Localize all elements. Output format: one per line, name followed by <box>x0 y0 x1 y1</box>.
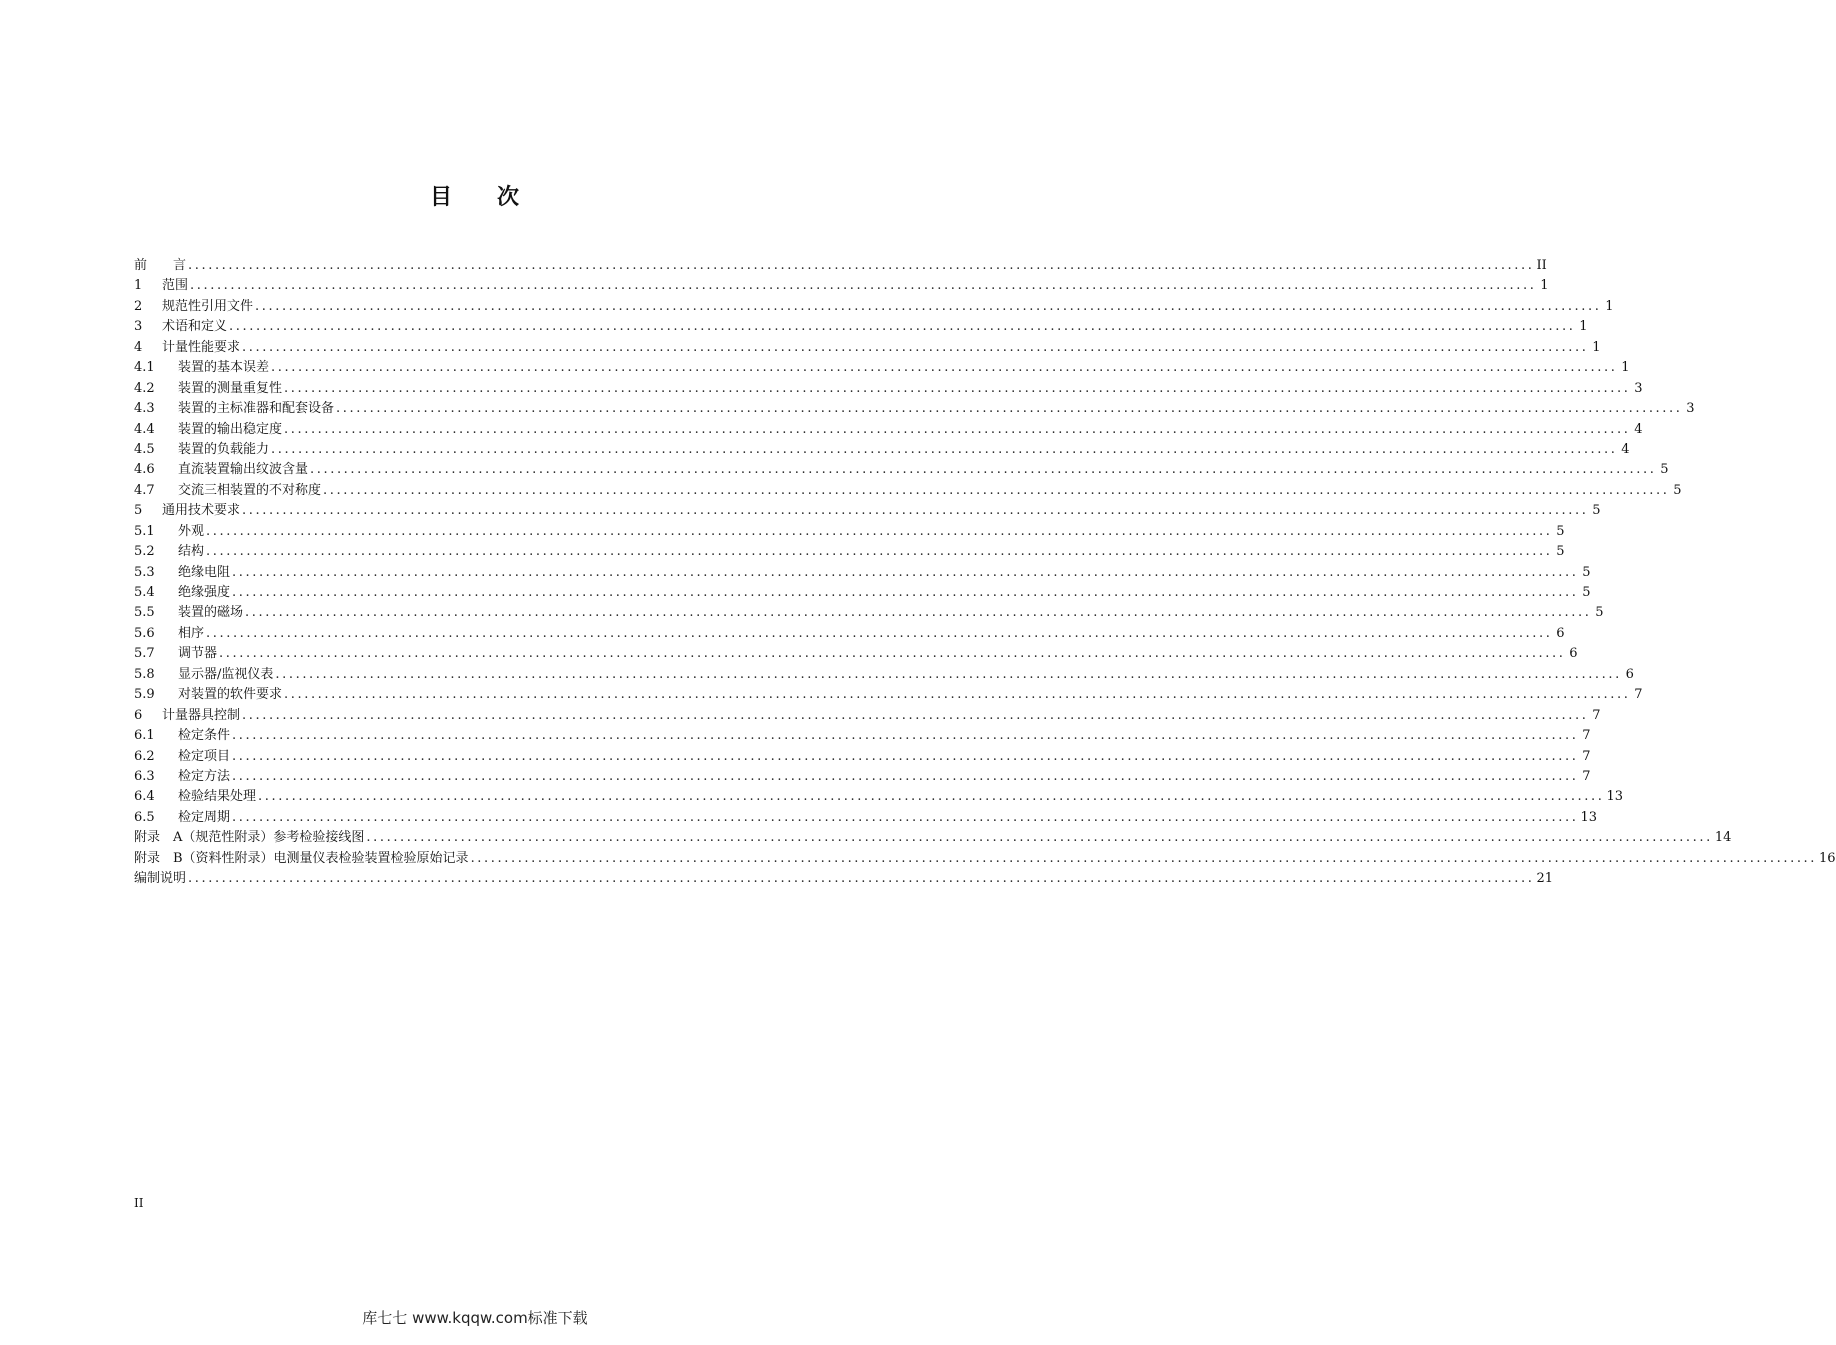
toc-entry-label: 结构 <box>178 544 205 560</box>
toc-entry[interactable] <box>134 256 1547 276</box>
toc-entry-page: II <box>1536 258 1547 273</box>
watermark-text: 库七七 www.kqqw.com标准下载 <box>362 1309 588 1327</box>
toc-leader-dots: ........................................................................................................................................................................................................ <box>336 401 1683 417</box>
toc-entry[interactable] <box>134 563 1591 583</box>
toc-leader-dots: ........................................................................................................................................................................................................ <box>271 441 1618 457</box>
toc-entry-label: 绝缘强度 <box>178 585 231 600</box>
toc-entry-label: 相序 <box>178 625 205 641</box>
toc-entry-label: 附录 B（资料性附录）电测量仪表检验装置检验原始记录 <box>134 850 469 866</box>
toc-entry[interactable] <box>134 685 1643 705</box>
toc-entry-number: 5.7 <box>134 646 155 662</box>
toc-leader-dots: ........................................................................................................................................................................................................ <box>310 462 1657 478</box>
toc-entry-page: 5 <box>1556 523 1565 539</box>
toc-entry-label: 前 言 <box>134 258 187 273</box>
toc-leader-dots: ........................................................................................................................................................................................................ <box>242 339 1589 355</box>
toc-leader-dots: ........................................................................................................................................................................................................ <box>219 646 1566 662</box>
toc-entry-number: 6.1 <box>134 728 155 744</box>
toc-entry-page: 7 <box>1582 768 1591 784</box>
toc-entry-number: 4.7 <box>134 482 155 498</box>
toc-entry-label: 通用技术要求 <box>162 503 241 519</box>
toc-entry-page: 6 <box>1625 666 1634 682</box>
toc-entry-number: 6.4 <box>134 789 155 805</box>
toc-entry-number: 4.5 <box>134 441 155 457</box>
toc-entry[interactable] <box>134 644 1578 664</box>
toc-leader-dots: ........................................................................................................................................................................................................ <box>232 728 1579 744</box>
toc-entry-label: 装置的主标准器和配套设备 <box>178 401 335 417</box>
toc-entry-label: 装置的负载能力 <box>178 441 270 457</box>
toc-entry-page: 5 <box>1556 544 1565 560</box>
toc-entry-number: 4.6 <box>134 462 155 478</box>
toc-leader-dots: ........................................................................................................................................................................................................ <box>242 707 1589 723</box>
toc-entry-page: 3 <box>1634 380 1643 396</box>
page-number: II <box>134 1196 144 1210</box>
toc-entry-number: 5.5 <box>134 605 155 621</box>
toc-entry-label: 编制说明 <box>134 871 187 887</box>
toc-entry-label: 范围 <box>162 278 189 294</box>
toc-entry-page: 6 <box>1556 625 1565 641</box>
toc-entry-number: 5.4 <box>134 585 155 600</box>
toc-entry[interactable] <box>134 420 1643 440</box>
toc-entry-page: 1 <box>1540 278 1549 294</box>
toc-title <box>0 180 950 211</box>
toc-entry-number: 5.3 <box>134 564 155 580</box>
toc-entry[interactable] <box>134 726 1591 746</box>
toc-entry[interactable] <box>134 317 1588 337</box>
toc-entry-number: 5.2 <box>134 544 155 560</box>
toc-leader-dots: ........................................................................................................................................................................................................ <box>242 503 1589 519</box>
toc-entry[interactable] <box>134 297 1614 317</box>
toc-leader-dots: ........................................................................................................................................................................................................ <box>271 360 1618 376</box>
toc-entry-number: 4.2 <box>134 380 155 396</box>
toc-leader-dots: ........................................................................................................................................................................................................ <box>206 544 1553 560</box>
toc-entry-number: 5 <box>134 503 143 519</box>
toc-entry-number: 6.5 <box>134 809 155 825</box>
table-of-contents <box>134 256 1836 890</box>
toc-entry[interactable] <box>134 358 1630 378</box>
toc-entry-label: 计量器具控制 <box>162 707 241 723</box>
toc-entry[interactable] <box>134 747 1591 767</box>
toc-entry[interactable] <box>134 665 1634 685</box>
toc-entry-label: 检定项目 <box>178 748 231 764</box>
toc-entry[interactable] <box>134 706 1601 726</box>
toc-leader-dots: ........................................................................................................................................................................................................ <box>232 564 1579 580</box>
toc-entry-label: 外观 <box>178 523 205 539</box>
toc-entry-page: 7 <box>1634 687 1643 703</box>
toc-entry-page: 21 <box>1536 871 1554 887</box>
toc-leader-dots: ........................................................................................................................................................................................................ <box>232 585 1579 600</box>
toc-entry-label: 调节器 <box>178 646 218 662</box>
toc-entry-page: 7 <box>1582 728 1591 744</box>
toc-leader-dots: ........................................................................................................................................................................................................ <box>232 748 1579 764</box>
toc-entry-page: 5 <box>1582 585 1591 600</box>
toc-leader-dots: ........................................................................................................................................................................................................ <box>232 768 1579 784</box>
toc-entry-label: 附录 A（规范性附录）参考检验接线图 <box>134 830 365 846</box>
toc-leader-dots: ........................................................................................................................................................................................................ <box>470 850 1818 866</box>
toc-entry-label: 装置的输出稳定度 <box>178 421 283 437</box>
toc-entry-page: 1 <box>1621 360 1630 376</box>
toc-entry[interactable] <box>134 869 1554 889</box>
toc-leader-dots: ........................................................................................................................................................................................................ <box>188 871 1535 887</box>
toc-entry[interactable] <box>134 624 1565 644</box>
toc-entry-number: 3 <box>134 319 143 335</box>
toc-entry-number: 6 <box>134 707 143 723</box>
toc-entry[interactable] <box>134 787 1624 807</box>
toc-entry[interactable] <box>134 603 1604 623</box>
toc-leader-dots: ........................................................................................................................................................................................................ <box>206 625 1553 641</box>
toc-entry-number: 4.4 <box>134 421 155 437</box>
toc-entry-page: 5 <box>1582 564 1591 580</box>
toc-leader-dots: ........................................................................................................................................................................................................ <box>258 789 1605 805</box>
toc-entry[interactable] <box>134 460 1669 480</box>
toc-entry-number: 6.2 <box>134 748 155 764</box>
toc-entry-page: 3 <box>1686 401 1695 417</box>
toc-entry-number: 2 <box>134 298 143 314</box>
toc-leader-dots: ........................................................................................................................................................................................................ <box>245 605 1592 621</box>
toc-leader-dots: ........................................................................................................................................................................................................ <box>190 278 1537 294</box>
toc-entry-number: 4.3 <box>134 401 155 417</box>
toc-entry-label: 术语和定义 <box>162 319 228 335</box>
toc-entry-number: 5.9 <box>134 687 155 703</box>
toc-entry-label: 装置的磁场 <box>178 605 244 621</box>
toc-entry-page: 1 <box>1579 319 1588 335</box>
toc-leader-dots: ........................................................................................................................................................................................................ <box>232 809 1579 825</box>
toc-entry-page: 1 <box>1592 339 1601 355</box>
toc-entry-label: 显示器/监视仪表 <box>178 666 274 682</box>
toc-entry[interactable] <box>134 379 1643 399</box>
toc-leader-dots: ........................................................................................................................................................................................................ <box>284 421 1631 437</box>
toc-title-char-1: 目 <box>429 185 453 210</box>
toc-entry[interactable] <box>134 542 1565 562</box>
toc-entry-page: 4 <box>1621 441 1630 457</box>
toc-entry-number: 5.8 <box>134 666 155 682</box>
toc-entry-page: 5 <box>1595 605 1604 621</box>
toc-entry[interactable] <box>134 522 1565 542</box>
toc-entry-number: 4 <box>134 339 143 355</box>
toc-leader-dots: ........................................................................................................................................................................................................ <box>284 380 1631 396</box>
toc-entry[interactable] <box>134 440 1630 460</box>
toc-entry-label: 检定方法 <box>178 768 231 784</box>
toc-entry-label: 规范性引用文件 <box>162 298 254 314</box>
toc-entry[interactable] <box>134 583 1591 603</box>
toc-entry-label: 对装置的软件要求 <box>178 687 283 703</box>
toc-entry[interactable] <box>134 828 1732 848</box>
toc-title-char-2: 次 <box>497 185 521 210</box>
toc-leader-dots: ........................................................................................................................................................................................................ <box>229 319 1576 335</box>
toc-leader-dots: ........................................................................................................................................................................................................ <box>255 298 1602 314</box>
toc-leader-dots: ........................................................................................................................................................................................................ <box>366 830 1713 846</box>
toc-leader-dots: ........................................................................................................................................................................................................ <box>188 258 1535 273</box>
toc-entry-number: 1 <box>134 278 143 294</box>
toc-entry[interactable] <box>134 808 1598 828</box>
toc-leader-dots: ........................................................................................................................................................................................................ <box>275 666 1622 682</box>
toc-entry-page: 16 <box>1819 850 1836 866</box>
toc-entry-number: 5.1 <box>134 523 155 539</box>
toc-leader-dots: ........................................................................................................................................................................................................ <box>323 482 1670 498</box>
toc-entry[interactable] <box>134 276 1549 296</box>
toc-entry-label: 交流三相装置的不对称度 <box>178 482 322 498</box>
toc-entry-label: 装置的基本误差 <box>178 360 270 376</box>
toc-leader-dots: ........................................................................................................................................................................................................ <box>284 687 1631 703</box>
toc-entry-label: 检验结果处理 <box>178 789 257 805</box>
toc-entry[interactable] <box>134 338 1601 358</box>
toc-entry-label: 绝缘电阻 <box>178 564 231 580</box>
toc-entry-page: 5 <box>1673 482 1682 498</box>
toc-entry-number: 4.1 <box>134 360 155 376</box>
toc-entry-page: 5 <box>1660 462 1669 478</box>
toc-entry-page: 13 <box>1606 789 1624 805</box>
toc-entry-label: 检定条件 <box>178 728 231 744</box>
toc-entry-page: 5 <box>1592 503 1601 519</box>
toc-entry[interactable] <box>134 481 1682 501</box>
toc-entry-label: 直流装置输出纹波含量 <box>178 462 309 478</box>
toc-entry-label: 装置的测量重复性 <box>178 380 283 396</box>
toc-entry-page: 14 <box>1714 830 1732 846</box>
toc-entry-label: 检定周期 <box>178 809 231 825</box>
toc-entry[interactable] <box>134 399 1695 419</box>
toc-entry-label: 计量性能要求 <box>162 339 241 355</box>
toc-entry-page: 6 <box>1569 646 1578 662</box>
toc-entry-number: 6.3 <box>134 768 155 784</box>
toc-entry[interactable] <box>134 849 1836 869</box>
toc-entry-page: 1 <box>1605 298 1614 314</box>
toc-leader-dots: ........................................................................................................................................................................................................ <box>206 523 1553 539</box>
toc-entry[interactable] <box>134 501 1601 521</box>
toc-entry-page: 13 <box>1580 809 1598 825</box>
toc-entry-page: 7 <box>1582 748 1591 764</box>
toc-entry[interactable] <box>134 767 1591 787</box>
toc-entry-number: 5.6 <box>134 625 155 641</box>
toc-entry-page: 4 <box>1634 421 1643 437</box>
toc-entry-page: 7 <box>1592 707 1601 723</box>
